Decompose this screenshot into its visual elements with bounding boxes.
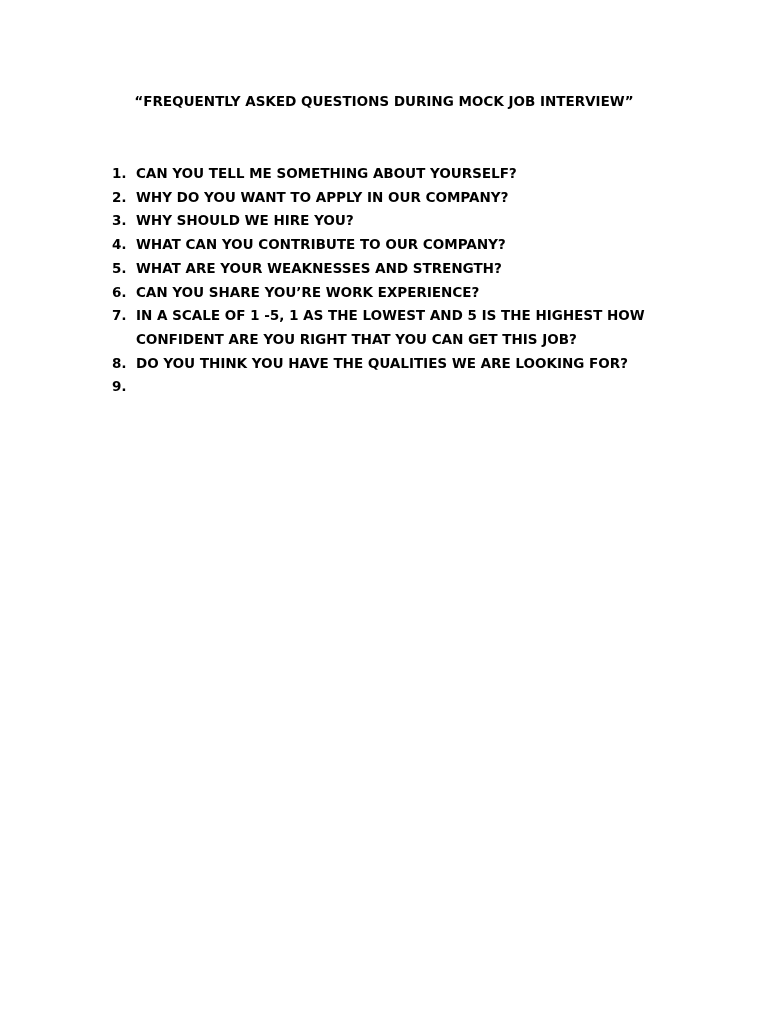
question-number: 4. [112, 237, 127, 254]
question-text: WHAT CAN YOU CONTRIBUTE TO OUR COMPANY? [136, 237, 506, 254]
question-number: 8. [112, 355, 127, 372]
question-text: IN A SCALE OF 1 -5, 1 AS THE LOWEST AND 5 IS THE HIGHEST HOW CONFIDENT ARE YOU RIGHT THAT YOU CAN GET THIS JOB? [136, 308, 645, 348]
question-text: CAN YOU TELL ME SOMETHING ABOUT YOURSELF? [136, 166, 517, 182]
question-text: WHAT ARE YOUR WEAKNESSES AND STRENGTH? [136, 260, 502, 277]
question-number: 1. [112, 166, 127, 182]
question-item [112, 305, 652, 352]
document-title: “FREQUENTLY ASKED QUESTIONS DURING MOCK JOB INTERVIEW” [134, 94, 634, 110]
question-number: 3. [112, 213, 127, 230]
question-text [136, 376, 652, 400]
question-text: CAN YOU SHARE YOU’RE WORK EXPERIENCE? [136, 284, 480, 301]
question-number: 6. [112, 284, 127, 301]
question-item [112, 282, 652, 306]
question-item [112, 210, 652, 234]
question-item [112, 234, 652, 258]
question-list [112, 163, 652, 400]
question-number: 2. [112, 189, 127, 206]
question-item [112, 353, 652, 377]
question-text: WHY DO YOU WANT TO APPLY IN OUR COMPANY? [136, 189, 509, 206]
question-number: 7. [112, 308, 127, 325]
question-item [112, 258, 652, 282]
question-text: DO YOU THINK YOU HAVE THE QUALITIES WE ARE LOOKING FOR? [136, 355, 628, 372]
question-item [112, 163, 652, 187]
question-number: 9. [112, 379, 127, 396]
question-item [112, 376, 652, 400]
question-text: WHY SHOULD WE HIRE YOU? [136, 213, 354, 230]
question-number: 5. [112, 260, 127, 277]
question-item [112, 187, 652, 211]
